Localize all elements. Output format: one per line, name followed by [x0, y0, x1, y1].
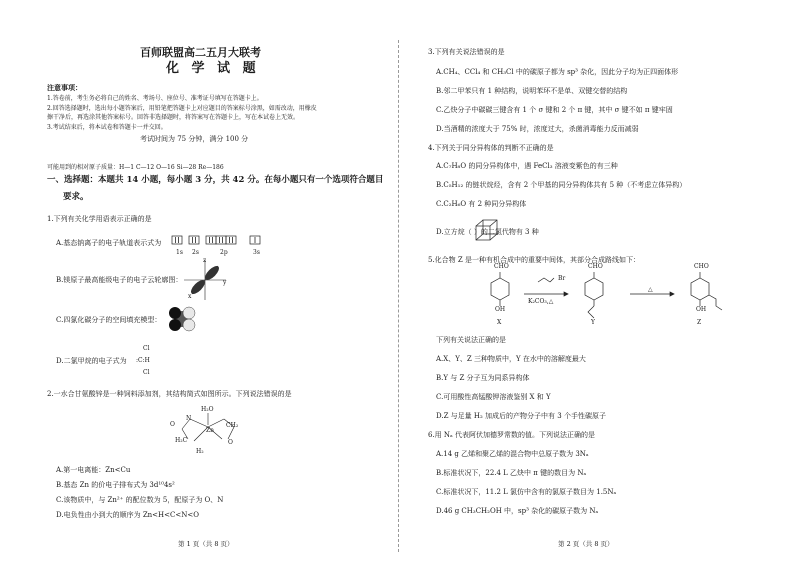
orbital-label: 2s — [192, 249, 199, 256]
struct-label: H₂O — [201, 406, 214, 413]
q1-option-a: A.基态钠离子的电子轨道表示式为 — [56, 239, 162, 247]
q4-option-b: B.C₅H₁₂ 的链状烷烃，含有 2 个甲基的同分异构体共有 5 种（不考虑立体异构） — [436, 181, 687, 189]
cho-label: CHO — [588, 263, 603, 270]
section-heading: 一、选择题：本题共 14 小题，每小题 3 分，共 42 分。在每小题只有一个选项符合题目 — [47, 175, 384, 185]
struct-label: CH₂ — [226, 422, 239, 429]
notice-line: 2.回答选择题时，选出每小题答案后，用铅笔把答题卡上对应题目的答案标号涂黑，如需改动，用橡皮 — [47, 105, 317, 112]
struct-label: O — [170, 421, 175, 428]
struct-label: H₂C — [175, 437, 188, 444]
q4-option-a: A.C₇H₈O 的同分异构体中，遇 FeCl₃ 溶液变紫色的有三种 — [436, 162, 618, 170]
q3-option-a: A.CH₄、CCl₄ 和 CH₃Cl 中的碳原子都为 sp³ 杂化，因此分子均为正四面体形 — [436, 68, 679, 76]
struct-label: N — [186, 415, 192, 422]
q3-stem: 3.下列有关说法错误的是 — [428, 48, 505, 56]
page-footer: 第 2 页（共 8 页） — [558, 540, 614, 548]
axis-label: y — [223, 279, 227, 286]
notice-line: 1.答卷前，考生务必将自己的姓名、考场号、座位号、准考证号填写在答题卡上。 — [47, 95, 263, 102]
q6-option-d: D.46 g CH₃CH₂OH 中，sp³ 杂化的碳原子数为 Nₐ — [436, 507, 599, 515]
compound-label: Z — [697, 319, 702, 326]
notice-line: 3.考试结束后，将本试卷和答题卡一并交回。 — [47, 124, 167, 131]
oh-label: OH — [495, 306, 506, 313]
notice-line: 擦干净后，再选涂其他答案标号。回答非选择题时，将答案写在答题卡上，写在本试卷上无效。 — [47, 114, 300, 121]
q5-option-b: B.Y 与 Z 分子互为同系异构体 — [436, 374, 530, 382]
compound-label: X — [497, 319, 502, 326]
q5-subprompt: 下列有关说法正确的是 — [436, 336, 506, 344]
q1-option-b: B.镁原子最高能级电子的电子云轮廓图： — [56, 276, 183, 284]
dot-formula: Cl — [143, 369, 150, 376]
atomic-masses: 可能用到的相对原子质量：H—1 C—12 O—16 Si—28 Re—186 — [47, 164, 224, 171]
axis-label: x — [188, 293, 192, 300]
q6-option-a: A.14 g 乙烯和聚乙烯的混合物中总原子数为 3Nₐ — [436, 450, 589, 458]
q4-option-d: D.立方烷（ ）的二氯代物有 3 种 — [436, 228, 539, 236]
q2-stem: 2.一水合甘氨酸锌是一种饲料添加剂，其结构简式如图所示。下列说法错误的是 — [47, 390, 292, 398]
page-footer: 第 1 页（共 8 页） — [178, 540, 234, 548]
q2-option-c: C.该物质中，与 Zn²⁺ 的配位数为 5，配原子为 O、N — [56, 496, 224, 504]
reagent-label: K₂CO₃,△ — [528, 298, 554, 305]
compound-label: Y — [591, 319, 595, 326]
page-right — [400, 0, 794, 562]
notice-heading: 注意事项： — [47, 83, 82, 92]
cubane-structure — [474, 218, 500, 242]
struct-label: H₂ — [196, 448, 204, 455]
orbital-label: 1s — [176, 249, 183, 256]
q3-option-d: D.当酒精的浓度大于 75% 时，浓度过大，杀菌消毒能力反而减弱 — [436, 125, 639, 133]
orbital-label: 3s — [253, 249, 260, 256]
q3-option-c: C.乙炔分子中碳碳三键含有 1 个 σ 键和 2 个 π 键，其中 σ 键不如 π 键牢固 — [436, 106, 673, 114]
q4-option-c: C.C₂H₆O 有 2 种同分异构体 — [436, 200, 527, 208]
struct-label: Zn — [206, 427, 215, 434]
space-filling-model — [167, 306, 197, 332]
q1-option-c: C.四氯化碳分子的空间填充模型： — [56, 316, 162, 324]
q2-option-d: D.电负性由小到大的顺序为 Zn<H<C<N<O — [56, 511, 199, 519]
axis-label: z — [203, 257, 207, 264]
q5-option-c: C.可用酸性高锰酸钾溶液鉴别 X 和 Y — [436, 393, 551, 401]
cho-label: CHO — [694, 263, 709, 270]
q2-option-a: A.第一电离能：Zn<Cu — [56, 466, 131, 474]
q3-option-b: B.邻二甲苯只有 1 种结构，说明苯环不是单、双键交替的结构 — [436, 87, 628, 95]
oh-label: OH — [696, 306, 707, 313]
q2-option-b: B.基态 Zn 的价电子排布式为 3d¹⁰4s² — [56, 481, 175, 489]
cho-label: CHO — [494, 263, 509, 270]
q4-stem: 4.下列关于同分异构体的判断不正确的是 — [428, 144, 554, 152]
q5-option-d: D.Z 与足量 H₂ 加成后的产物分子中有 3 个手性碳原子 — [436, 412, 606, 420]
exam-time: 考试时间为 75 分钟，满分 100 分 — [140, 135, 249, 143]
exam-title: 百师联盟高二五月大联考 — [140, 46, 261, 59]
exam-subject: 化 学 试 题 — [166, 61, 260, 76]
q1-option-d: D.二氯甲烷的电子式为 — [56, 357, 127, 365]
reagent-label: Br — [558, 275, 566, 282]
dot-formula: Cl — [143, 345, 150, 352]
q6-option-b: B.标准状况下，22.4 L 乙炔中 π 键的数目为 Nₐ — [436, 469, 587, 477]
orbital-label: 2p — [220, 249, 228, 256]
q5-option-a: A.X、Y、Z 三种物质中，Y 在水中的溶解度最大 — [436, 355, 586, 363]
q6-option-c: C.标准状况下，11.2 L 氯仿中含有的氯原子数目为 1.5Nₐ — [436, 488, 617, 496]
q5-stem: 5.化合物 Z 是一种有机合成中的重要中间体，其部分合成路线如下： — [428, 256, 640, 264]
section-heading-cont: 要求。 — [63, 192, 89, 202]
q1-stem: 1.下列有关化学用语表示正确的是 — [47, 215, 152, 223]
dot-formula: :C:H — [136, 357, 150, 364]
q6-stem: 6.用 Nₐ 代表阿伏加德罗常数的值。下列说法正确的是 — [428, 431, 595, 439]
reagent-label: △ — [648, 286, 653, 293]
synthesis-route — [480, 268, 770, 330]
struct-label: O — [228, 439, 233, 446]
